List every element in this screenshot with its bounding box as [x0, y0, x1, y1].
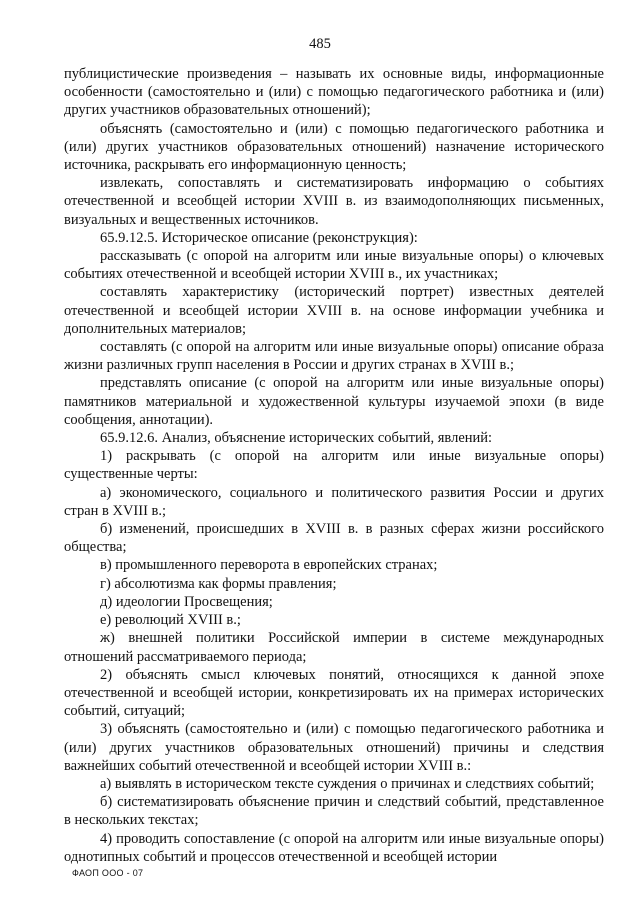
paragraph: извлекать, сопоставлять и систематизировать информацию о событиях отечественной и всеобщей истории XVIII в. из взаимодополняющих письменных, визуальных и вещественных источников.	[64, 175, 604, 228]
list-item: 1) раскрывать (с опорой на алгоритм или иные визуальные опоры) существенные черты:	[64, 448, 604, 483]
section-heading: 65.9.12.5. Историческое описание (реконструкция):	[100, 229, 418, 246]
document-body	[64, 65, 604, 866]
list-item: б) изменений, происшедших в XVIII в. в разных сферах жизни российского общества;	[64, 521, 604, 556]
list-item: а) выявлять в историческом тексте суждения о причинах и следствиях событий;	[100, 775, 595, 792]
list-item: 4) проводить сопоставление (с опорой на алгоритм или иные визуальные опоры) однотипных событий и процессов отечественной и всеобщей истории	[64, 830, 604, 865]
list-item: е) революций XVIII в.;	[100, 612, 241, 629]
paragraph: составлять характеристику (исторический портрет) известных деятелей отечественной и всеобщей истории XVIII в. на основе информации учебника и дополнительных материалов;	[64, 284, 604, 337]
list-item: в) промышленного переворота в европейских странах;	[100, 557, 438, 574]
list-item: г) абсолютизма как формы правления;	[100, 575, 337, 592]
paragraph: составлять (с опорой на алгоритм или иные визуальные опоры) описание образа жизни различных групп населения в России и других странах в XVIII в.;	[64, 339, 604, 374]
paragraph: публицистические произведения – называть их основные виды, информационные особенности (самостоятельно и (или) с помощью педагогического работника и (или) других участников образовательных отношений);	[64, 66, 604, 119]
footer-label: ФАОП ООО - 07	[72, 868, 144, 878]
list-item: д) идеологии Просвещения;	[100, 593, 273, 610]
list-item: а) экономического, социального и политического развития России и других стран в XVIII в.;	[64, 484, 604, 519]
list-item: б) систематизировать объяснение причин и следствий событий, представленное в нескольких текстах;	[64, 794, 604, 829]
list-item: 3) объяснять (самостоятельно и (или) с помощью педагогического работника и (или) других участников образовательных отношений) причины и следствия важнейших событий отечественной и всеобщей истории XVIII в.:	[64, 721, 604, 774]
paragraph: объяснять (самостоятельно и (или) с помощью педагогического работника и (или) других участников образовательных отношений) назначение исторического источника, раскрывать его информационную ценность;	[64, 120, 604, 174]
paragraph: рассказывать (с опорой на алгоритм или иные визуальные опоры) о ключевых событиях отечественной и всеобщей истории XVIII в., их участниках;	[64, 248, 604, 283]
paragraph: представлять описание (с опорой на алгоритм или иные визуальные опоры) памятников материальной и художественной культуры изучаемой эпохи (в виде сообщения, аннотации).	[64, 375, 604, 428]
list-item: ж) внешней политики Российской империи в системе международных отношений рассматриваемого периода;	[64, 630, 604, 665]
list-item: 2) объяснять смысл ключевых понятий, относящихся к данной эпохе отечественной и всеобщей истории, конкретизировать их на примерах исторических событий, ситуаций;	[64, 666, 604, 720]
section-heading: 65.9.12.6. Анализ, объяснение исторических событий, явлений:	[100, 430, 493, 447]
page-number: 485	[309, 36, 331, 52]
